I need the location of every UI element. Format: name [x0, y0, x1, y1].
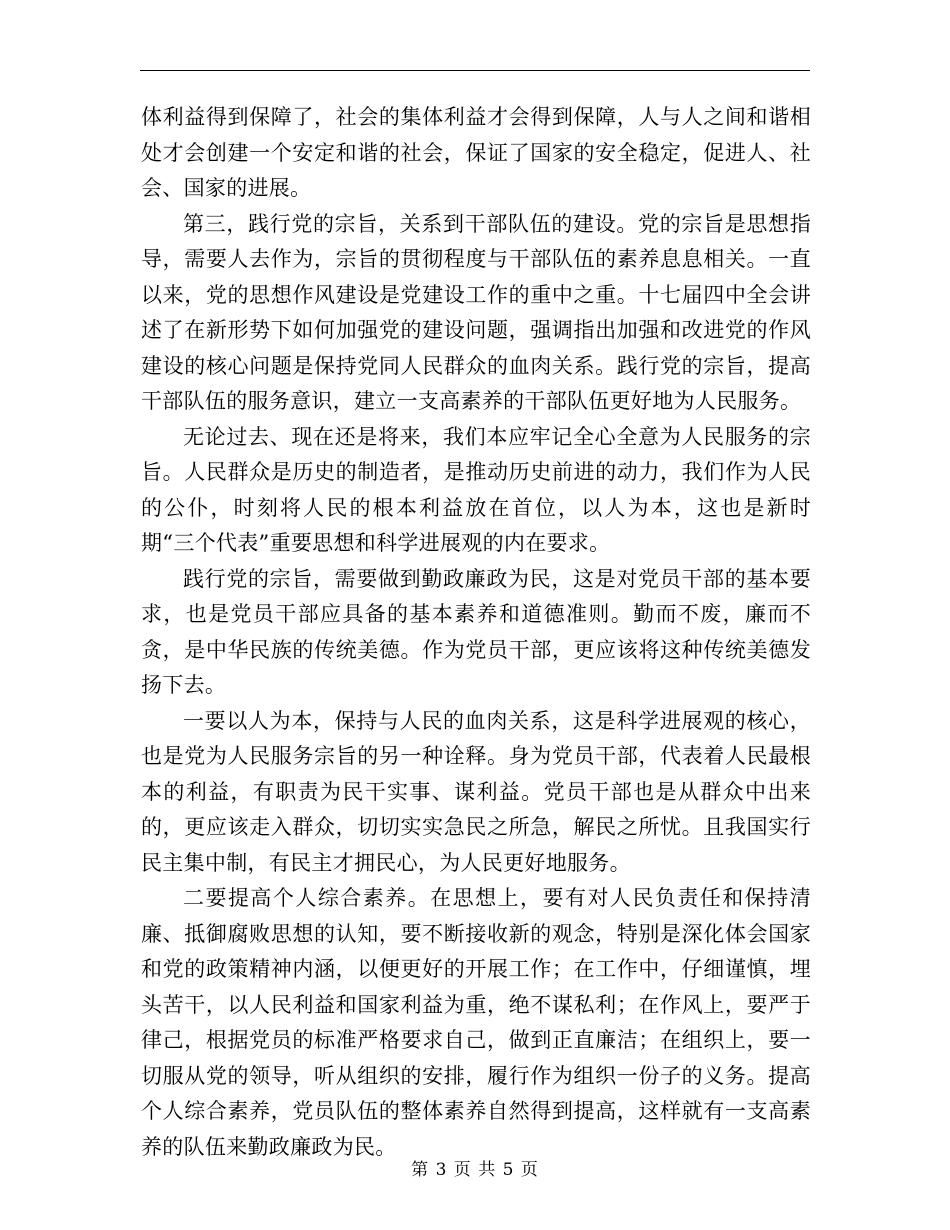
document-body [141, 100, 811, 1165]
header-rule [140, 70, 810, 71]
page-number-footer: 第 3 页 共 5 页 [411, 1160, 539, 1180]
paragraph-2: 第三，践行党的宗旨，关系到干部队伍的建设。党的宗旨是思想指导，需要人去作为，宗旨的贯彻程度与干部队伍的素养息息相关。一直以来，党的思想作风建设是党建设工作的重中之重。十七届四中全会讲述了在新形势下如何加强党的建设问题，强调指出加强和改进党的作风建设的核心问题是保持党同人民群众的血肉关系。践行党的宗旨，提高干部队伍的服务意识，建立一支高素养的干部队伍更好地为人民服务。 [141, 211, 811, 413]
paragraph-4: 践行党的宗旨，需要做到勤政廉政为民，这是对党员干部的基本要求，也是党员干部应具备的基本素养和道德准则。勤而不废，廉而不贪，是中华民族的传统美德。作为党员干部，更应该将这种传统美德发扬下去。 [141, 566, 811, 697]
paragraph-6: 二要提高个人综合素养。在思想上，要有对人民负责任和保持清廉、抵御腐败思想的认知，要不断接收新的观念，特别是深化体会国家和党的政策精神内涵，以便更好的开展工作；在工作中，仔细谨慎，埋头苦干，以人民利益和国家利益为重，绝不谋私利；在作风上，要严于律己，根据党员的标准严格要求自己，做到正直廉洁；在组织上，要一切服从党的领导，听从组织的安排，履行作为组织一份子的义务。提高个人综合素养，党员队伍的整体素养自然得到提高，这样就有一支高素养的队伍来勤政廉政为民。 [141, 886, 811, 1159]
paragraph-1: 体利益得到保障了，社会的集体利益才会得到保障，人与人之间和谐相处才会创建一个安定和谐的社会，保证了国家的安全稳定，促进人、社会、国家的进展。 [141, 105, 811, 200]
paragraph-3: 无论过去、现在还是将来，我们本应牢记全心全意为人民服务的宗旨。人民群众是历史的制造者，是推动历史前进的动力，我们作为人民的公仆，时刻将人民的根本利益放在首位，以人为本，这也是新时期“三个代表”重要思想和科学进展观的内在要求。 [141, 424, 811, 555]
paragraph-5: 一要以人为本，保持与人民的血肉关系，这是科学进展观的核心，也是党为人民服务宗旨的另一种诠释。身为党员干部，代表着人民最根本的利益，有职责为民干实事、谋利益。党员干部也是从群众中出来的，更应该走入群众，切切实实急民之所急，解民之所忧。且我国实行民主集中制，有民主才拥民心，为人民更好地服务。 [141, 708, 811, 875]
